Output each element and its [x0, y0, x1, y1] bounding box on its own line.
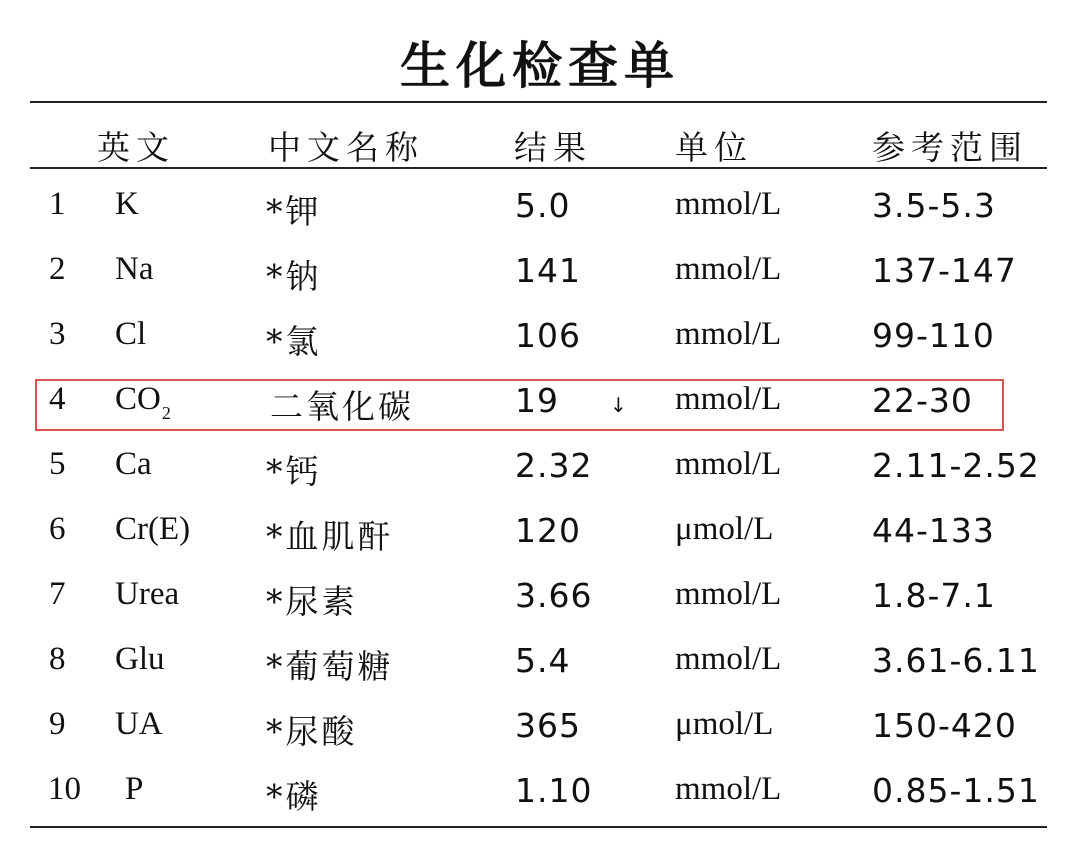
reference-range: 22-30: [872, 381, 973, 420]
table-top-rule: [30, 101, 1047, 103]
result-value: 5.0: [515, 186, 571, 225]
row-number: 1: [49, 186, 66, 222]
row-number: 6: [49, 511, 66, 547]
table-row: [0, 633, 1080, 697]
unit: mmol/L: [675, 446, 782, 482]
reference-range: 3.61-6.11: [872, 641, 1040, 680]
reference-range: 137-147: [872, 251, 1017, 290]
result-value: 3.66: [515, 576, 593, 615]
table-row: [0, 763, 1080, 827]
row-number: 10: [48, 771, 81, 807]
chinese-name: *尿素: [266, 582, 358, 621]
row-number: 7: [49, 576, 66, 612]
result-value: 2.32: [515, 446, 593, 485]
chinese-name: *氯: [266, 322, 322, 361]
unit: mmol/L: [675, 771, 782, 807]
english-abbr-text: Cr(E): [115, 511, 191, 547]
english-abbr: [115, 641, 165, 678]
table-row: [0, 178, 1080, 242]
table-row: [0, 568, 1080, 632]
english-abbr-text: Urea: [115, 576, 180, 612]
english-abbr-text: CO: [115, 381, 161, 417]
page-title: 生化检查单: [400, 36, 680, 95]
chinese-name: *磷: [266, 777, 322, 816]
english-abbr-text: Na: [115, 251, 154, 287]
table-row: [0, 438, 1080, 502]
english-abbr: [125, 771, 143, 808]
unit: mmol/L: [675, 381, 782, 417]
english-abbr-text: P: [125, 771, 144, 807]
row-number: 5: [49, 446, 66, 482]
result-value: 106: [515, 316, 581, 355]
reference-range: 44-133: [872, 511, 995, 550]
unit: mmol/L: [675, 186, 782, 222]
row-number: 8: [49, 641, 66, 677]
english-abbr: [115, 251, 153, 288]
unit: mmol/L: [675, 251, 782, 287]
reference-range: 0.85-1.51: [872, 771, 1040, 810]
chinese-name: *钙: [266, 452, 322, 491]
unit: μmol/L: [675, 706, 774, 742]
unit: mmol/L: [675, 576, 782, 612]
header-unit: 单位: [675, 128, 753, 167]
reference-range: 99-110: [872, 316, 995, 355]
chinese-name: 二氧化碳: [270, 387, 414, 426]
chinese-name: *尿酸: [266, 712, 358, 751]
reference-range: 3.5-5.3: [872, 186, 996, 225]
row-number: 3: [49, 316, 66, 352]
english-abbr-text: Glu: [115, 641, 165, 677]
result-value: 120: [515, 511, 581, 550]
table-row: [0, 698, 1080, 762]
unit: mmol/L: [675, 641, 782, 677]
english-abbr: [115, 511, 190, 548]
english-abbr-text: K: [115, 186, 139, 222]
reference-range: 2.11-2.52: [872, 446, 1040, 485]
header-reference: 参考范围: [872, 128, 1028, 167]
table-bottom-rule: [30, 826, 1047, 828]
unit: μmol/L: [675, 511, 774, 547]
header-result: 结果: [514, 128, 592, 167]
result-value: 1.10: [515, 771, 593, 810]
english-abbr: [115, 186, 139, 223]
table-header-rule: [30, 167, 1047, 169]
table-row: [0, 503, 1080, 567]
row-number: 4: [49, 381, 66, 417]
english-abbr: [115, 576, 179, 613]
header-chinese: 中文名称: [268, 128, 424, 167]
chinese-name: *钠: [266, 257, 322, 296]
reference-range: 1.8-7.1: [872, 576, 996, 615]
table-row: [0, 243, 1080, 307]
result-value: 141: [515, 251, 581, 290]
result-value: 365: [515, 706, 581, 745]
result-value: 19: [515, 381, 559, 420]
english-abbr-text: Ca: [115, 446, 152, 482]
english-abbr-text: Cl: [115, 316, 147, 352]
chinese-name: *血肌酐: [266, 517, 394, 556]
english-abbr: [115, 316, 146, 353]
low-flag-arrow-icon: ↓: [610, 393, 627, 417]
chinese-name: *葡萄糖: [266, 647, 394, 686]
header-english: 英文: [97, 128, 175, 167]
chinese-name: *钾: [266, 192, 322, 231]
abnormal-row-highlight: [35, 379, 1004, 431]
unit: mmol/L: [675, 316, 782, 352]
english-abbr-text: UA: [115, 706, 163, 742]
english-abbr: [115, 446, 152, 483]
english-abbr: [115, 706, 163, 743]
row-number: 9: [49, 706, 66, 742]
reference-range: 150-420: [872, 706, 1017, 745]
english-abbr-subscript: 2: [161, 403, 171, 423]
result-value: 5.4: [515, 641, 571, 680]
row-number: 2: [49, 251, 66, 287]
table-row: [0, 308, 1080, 372]
